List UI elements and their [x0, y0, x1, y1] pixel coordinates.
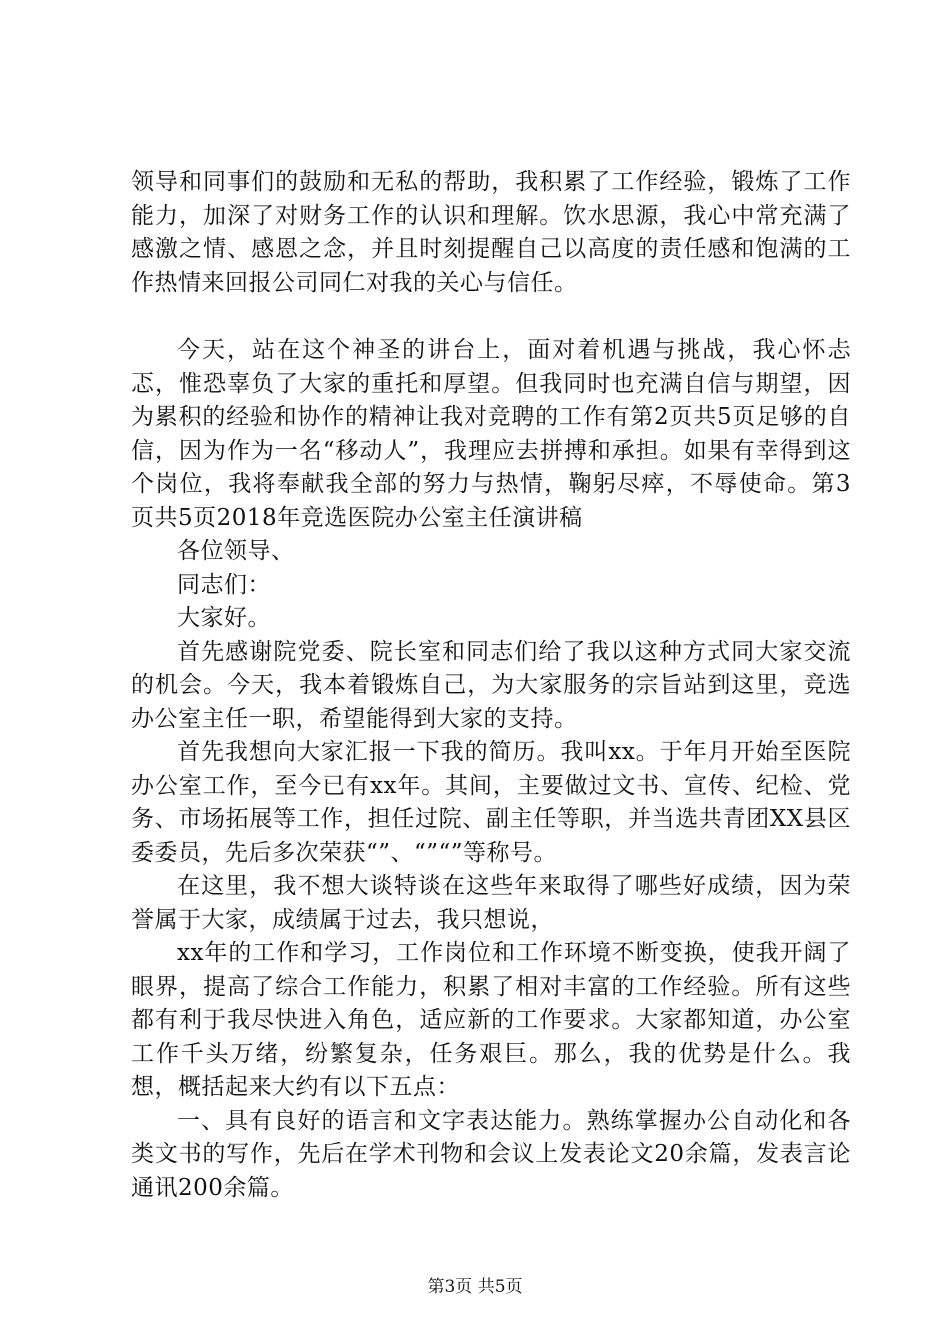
salutation-leaders: 各位领导、 — [177, 538, 295, 564]
page-footer: 第3页 共5页 — [427, 1277, 523, 1297]
document-body — [131, 166, 851, 1205]
greeting: 大家好。 — [177, 605, 271, 631]
paragraph-advantage-one: 一、具有良好的语言和文字表达能力。熟练掌握办公自动化和各类文书的写作，先后在学术刊物和会议上发表论文20余篇，发表言论通讯200余篇。 — [131, 1107, 851, 1201]
paragraph-here: 在这里，我不想大谈特谈在这些年来取得了哪些好成绩，因为荣誉属于大家，成绩属于过去，我只想说， — [131, 873, 851, 933]
paragraph-continuation: 领导和同事们的鼓励和无私的帮助，我积累了工作经验，锻炼了工作能力，加深了对财务工作的认识和理解。饮水思源，我心中常充满了感激之情、感恩之念，并且时刻提醒自己以高度的责任感和饱满的工作热情来回报公司同仁对我的关心与信任。 — [131, 169, 851, 296]
paragraph-experience: xx年的工作和学习，工作岗位和工作环境不断变换，使我开阔了眼界，提高了综合工作能力，积累了相对丰富的工作经验。所有这些都有利于我尽快进入角色，适应新的工作要求。大家都知道，办公室工作千头万绪，纷繁复杂，任务艰巨。那么，我的优势是什么。我想，概括起来大约有以下五点： — [131, 940, 851, 1100]
salutation-comrades: 同志们： — [177, 571, 271, 598]
paragraph-resume: 首先我想向大家汇报一下我的简历。我叫xx。于年月开始至医院办公室工作，至今已有xx年。其间，主要做过文书、宣传、纪检、党务、市场拓展等工作，担任过院、副主任等职，并当选共青团XX县区委委员，先后多次荣获“”、“”“”等称号。 — [131, 739, 851, 866]
paragraph-today: 今天，站在这个神圣的讲台上，面对着机遇与挑战，我心怀忐忑，惟恐辜负了大家的重托和厚望。但我同时也充满自信与期望，因为累积的经验和协作的精神让我对竞聘的工作有第2页共5页足够的自信，因为作为一名“移动人”，我理应去拼搏和承担。如果有幸得到这个岗位，我将奉献我全部的努力与热情，鞠躬尽瘁，不辱使命。第3页共5页2018年竞选医院办公室主任演讲稿 — [131, 337, 851, 531]
paragraph-thanks: 首先感谢院党委、院长室和同志们给了我以这种方式同大家交流的机会。今天，我本着锻炼自己，为大家服务的宗旨站到这里，竞选办公室主任一职，希望能得到大家的支持。 — [131, 638, 851, 732]
